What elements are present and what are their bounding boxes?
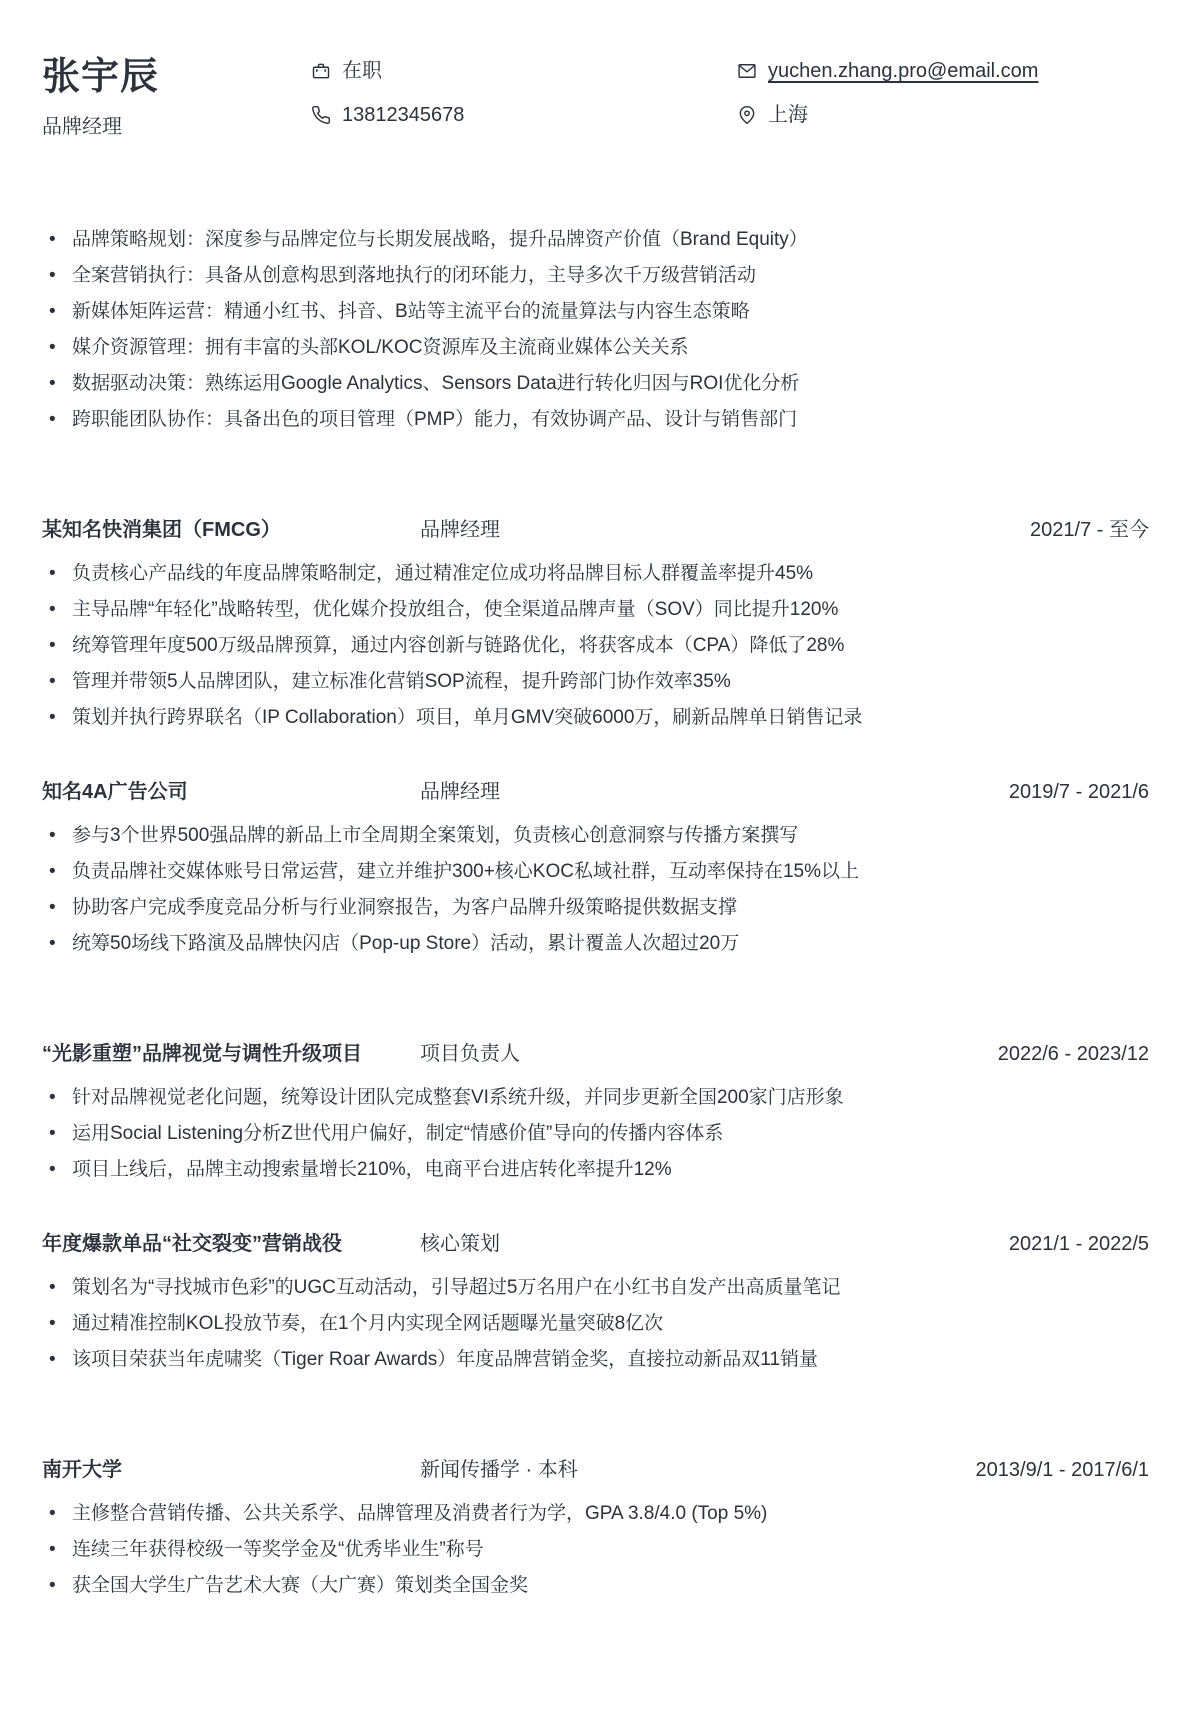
education-entry-header (42, 1455, 1149, 1485)
experience-entry (42, 515, 1149, 731)
briefcase-icon (310, 60, 332, 82)
project-name: “光影重塑”品牌视觉与调性升级项目 (42, 1043, 362, 1065)
school-name: 南开大学 (42, 1459, 122, 1481)
education-bullet: • 主修整合营销传播、公共关系学、品牌管理及消费者行为学，GPA 3.8/4.0 (Top 5%) (42, 1501, 1149, 1527)
experience-bullet: • 参与3个世界500强品牌的新品上市全周期全案策划，负责核心创意洞察与传播方案撰写 (42, 823, 1149, 849)
education-bullet: • 获全国大学生广告艺术大赛（大广赛）策划类全国金奖 (42, 1573, 1149, 1599)
location-row (736, 103, 1149, 127)
education-bullet: • 连续三年获得校级一等奖学金及“优秀毕业生”称号 (42, 1537, 1149, 1563)
resume-header (42, 55, 1149, 139)
experience-bullet: • 管理并带领5人品牌团队，建立标准化营销SOP流程，提升跨部门协作效率35% (42, 669, 1149, 695)
summary-item: • 全案营销执行：具备从创意构思到落地执行的闭环能力，主导多次千万级营销活动 (42, 263, 1149, 289)
experience-bullet: • 策划并执行跨界联名（IP Collaboration）项目，单月GMV突破6000万，刷新品牌单日销售记录 (42, 705, 1149, 731)
education-entry (42, 1455, 1149, 1599)
phone-number: 13812345678 (342, 104, 465, 126)
experience-bullet: • 负责核心产品线的年度品牌策略制定，通过精准定位成功将品牌目标人群覆盖率提升45% (42, 561, 1149, 587)
project-entry (42, 1229, 1149, 1373)
date-range: 2021/7 - 至今 (1030, 519, 1149, 541)
summary-section (42, 227, 1149, 433)
project-bullet: • 项目上线后，品牌主动搜索量增长210%，电商平台进店转化率提升12% (42, 1157, 1149, 1183)
location-pin-icon (736, 104, 758, 126)
project-entry-header (42, 1039, 1149, 1069)
date-range: 2021/1 - 2022/5 (1008, 1233, 1149, 1255)
location: 上海 (768, 104, 808, 126)
date-range: 2019/7 - 2021/6 (1008, 781, 1149, 803)
experience-entry-header (42, 777, 1149, 807)
company-name: 知名4A广告公司 (42, 781, 188, 803)
experience-bullet: • 统筹50场线下路演及品牌快闪店（Pop-up Store）活动，累计覆盖人次超过20万 (42, 931, 1149, 957)
experience-entry-header (42, 515, 1149, 545)
date-range: 2022/6 - 2023/12 (997, 1043, 1149, 1065)
identity-block (42, 55, 310, 139)
project-bullet: • 运用Social Listening分析Z世代用户偏好，制定“情感价值”导向的传播内容体系 (42, 1121, 1149, 1147)
summary-item: • 媒介资源管理：拥有丰富的头部KOL/KOC资源库及主流商业媒体公关关系 (42, 335, 1149, 361)
major-degree: 新闻传播学 · 本科 (420, 1459, 578, 1481)
email-row (736, 59, 1149, 83)
summary-item: • 数据驱动决策：熟练运用Google Analytics、Sensors Data进行转化归因与ROI优化分析 (42, 371, 1149, 397)
project-name: 年度爆款单品“社交裂变”营销战役 (42, 1233, 342, 1255)
education-section (42, 1455, 1149, 1599)
experience-entry (42, 777, 1149, 957)
project-entry-header (42, 1229, 1149, 1259)
experience-bullet: • 主导品牌“年轻化”战略转型，优化媒介投放组合，使全渠道品牌声量（SOV）同比提升120% (42, 597, 1149, 623)
employment-status: 在职 (342, 60, 382, 82)
phone-row (310, 103, 736, 127)
project-bullet: • 该项目荣获当年虎啸奖（Tiger Roar Awards）年度品牌营销金奖，直接拉动新品双11销量 (42, 1347, 1149, 1373)
summary-item: • 新媒体矩阵运营：精通小红书、抖音、B站等主流平台的流量算法与内容生态策略 (42, 299, 1149, 325)
company-name: 某知名快消集团（FMCG） (42, 519, 281, 541)
mail-icon (736, 60, 758, 82)
summary-item: • 跨职能团队协作：具备出色的项目管理（PMP）能力，有效协调产品、设计与销售部门 (42, 407, 1149, 433)
experience-bullet: • 统筹管理年度500万级品牌预算，通过内容创新与链路优化，将获客成本（CPA）降低了28% (42, 633, 1149, 659)
project-role: 项目负责人 (420, 1043, 520, 1065)
role-title: 品牌经理 (420, 519, 500, 541)
project-bullet: • 通过精准控制KOL投放节奏，在1个月内实现全网话题曝光量突破8亿次 (42, 1311, 1149, 1337)
summary-item: • 品牌策略规划：深度参与品牌定位与长期发展战略，提升品牌资产价值（Brand Equity） (42, 227, 1149, 253)
experience-bullet: • 负责品牌社交媒体账号日常运营，建立并维护300+核心KOC私域社群，互动率保持在15%以上 (42, 859, 1149, 885)
contact-column-right (736, 55, 1149, 127)
project-role: 核心策划 (420, 1233, 500, 1255)
phone-icon (310, 104, 332, 126)
experience-bullet: • 协助客户完成季度竞品分析与行业洞察报告，为客户品牌升级策略提供数据支撑 (42, 895, 1149, 921)
project-bullet: • 策划名为“寻找城市色彩”的UGC互动活动，引导超过5万名用户在小红书自发产出高质量笔记 (42, 1275, 1149, 1301)
employment-status-row (310, 59, 736, 83)
project-bullet: • 针对品牌视觉老化问题，统筹设计团队完成整套VI系统升级，并同步更新全国200家门店形象 (42, 1085, 1149, 1111)
projects-section (42, 1039, 1149, 1373)
project-entry (42, 1039, 1149, 1183)
date-range: 2013/9/1 - 2017/6/1 (975, 1459, 1149, 1481)
candidate-name: 张宇辰 (42, 56, 160, 98)
role-title: 品牌经理 (420, 781, 500, 803)
candidate-job-title: 品牌经理 (42, 116, 122, 138)
email-link[interactable]: yuchen.zhang.pro@email.com (768, 60, 1039, 82)
experience-section (42, 515, 1149, 957)
contact-column-left (310, 55, 736, 127)
